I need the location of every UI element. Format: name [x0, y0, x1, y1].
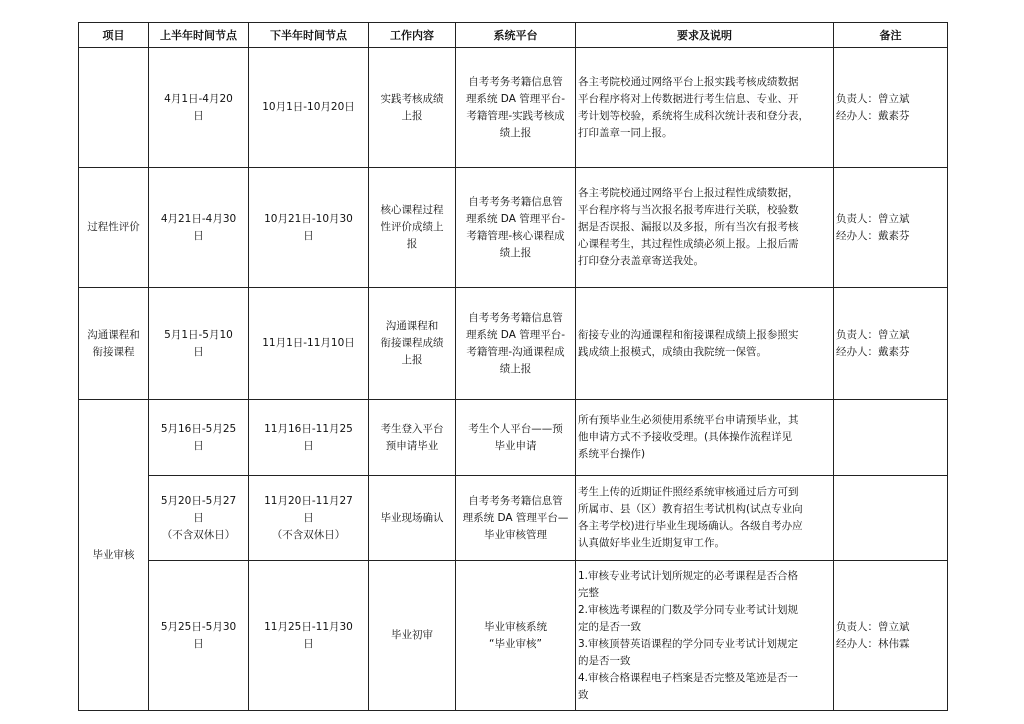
row-notes — [834, 400, 948, 476]
table-row — [79, 48, 948, 168]
row-notes — [834, 476, 948, 561]
table-row — [79, 400, 948, 476]
row-requirements: 考生上传的近期证件照经系统审核通过后方可到 所属市、县（区）教育招生考试机构(试点专业向 各主考学校)进行毕业生现场确认。各级自考办应 认真做好毕业生近期复审工作。 — [576, 476, 834, 561]
row-platform: 自考考务考籍信息管 理系统 DA 管理平台- 考籍管理-核心课程成 绩上报 — [456, 168, 576, 288]
row-work: 实践考核成绩 上报 — [369, 48, 456, 168]
table-header-row — [79, 23, 948, 48]
row-requirements: 所有预毕业生必须使用系统平台申请预毕业，其 他申请方式不予接收受理。(具体操作流程详见 系统平台操作) — [576, 400, 834, 476]
row-item — [79, 48, 149, 168]
row-item: 过程性评价 — [79, 168, 149, 288]
header-work: 工作内容 — [369, 23, 456, 48]
schedule-table — [78, 22, 948, 711]
row-notes: 负责人：曾立斌 经办人：戴素芬 — [834, 48, 948, 168]
row-second-half-date: 11月1日-11月10日 — [249, 288, 369, 400]
row-second-half-date: 11月25日-11月30 日 — [249, 561, 369, 711]
header-first-half: 上半年时间节点 — [149, 23, 249, 48]
row-first-half-date: 5月25日-5月30 日 — [149, 561, 249, 711]
row-work: 核心课程过程 性评价成绩上 报 — [369, 168, 456, 288]
row-notes: 负责人：曾立斌 经办人：戴素芬 — [834, 288, 948, 400]
row-platform: 自考考务考籍信息管 理系统 DA 管理平台— 毕业审核管理 — [456, 476, 576, 561]
header-item: 项目 — [79, 23, 149, 48]
row-platform: 考生个人平台——预 毕业申请 — [456, 400, 576, 476]
header-requirements: 要求及说明 — [576, 23, 834, 48]
row-second-half-date: 10月21日-10月30 日 — [249, 168, 369, 288]
row-requirements: 1.审核专业考试计划所规定的必考课程是否合格 完整 2.审核选考课程的门数及学分同专业考试计划规 定的是否一致 3.审核顶替英语课程的学分同专业考试计划规定 的是否一致 4.审核合格课程电子档案是否完整及笔迹是否一 致 — [576, 561, 834, 711]
header-platform: 系统平台 — [456, 23, 576, 48]
row-platform: 自考考务考籍信息管 理系统 DA 管理平台- 考籍管理-实践考核成 绩上报 — [456, 48, 576, 168]
row-item: 毕业审核 — [79, 400, 149, 711]
table-row — [79, 288, 948, 400]
row-work: 考生登入平台 预申请毕业 — [369, 400, 456, 476]
row-first-half-date: 5月16日-5月25 日 — [149, 400, 249, 476]
header-notes: 备注 — [834, 23, 948, 48]
row-first-half-date: 5月20日-5月27 日 （不含双休日） — [149, 476, 249, 561]
table-row — [79, 168, 948, 288]
row-notes: 负责人：曾立斌 经办人：林伟霖 — [834, 561, 948, 711]
row-first-half-date: 4月1日-4月20 日 — [149, 48, 249, 168]
row-requirements: 各主考院校通过网络平台上报过程性成绩数据， 平台程序将与当次报名报考库进行关联，校验数 据是否误报、漏报以及多报，所有当次有报考核 心课程考生，其过程性成绩必须上报。上报后需 打印登分表盖章寄送我处。 — [576, 168, 834, 288]
table-row — [79, 561, 948, 711]
row-second-half-date: 10月1日-10月20日 — [249, 48, 369, 168]
row-platform: 自考考务考籍信息管 理系统 DA 管理平台- 考籍管理-沟通课程成 绩上报 — [456, 288, 576, 400]
row-work: 毕业初审 — [369, 561, 456, 711]
header-second-half: 下半年时间节点 — [249, 23, 369, 48]
row-platform: 毕业审核系统 “毕业审核” — [456, 561, 576, 711]
row-work: 沟通课程和 衔接课程成绩 上报 — [369, 288, 456, 400]
row-item: 沟通课程和 衔接课程 — [79, 288, 149, 400]
table-row — [79, 476, 948, 561]
row-first-half-date: 4月21日-4月30 日 — [149, 168, 249, 288]
row-requirements: 各主考院校通过网络平台上报实践考核成绩数据 平台程序将对上传数据进行考生信息、专业、开 考计划等校验，系统将生成科次统计表和登分表， 打印盖章一同上报。 — [576, 48, 834, 168]
row-first-half-date: 5月1日-5月10 日 — [149, 288, 249, 400]
row-work: 毕业现场确认 — [369, 476, 456, 561]
row-notes: 负责人：曾立斌 经办人：戴素芬 — [834, 168, 948, 288]
row-second-half-date: 11月20日-11月27 日 （不含双休日） — [249, 476, 369, 561]
row-second-half-date: 11月16日-11月25 日 — [249, 400, 369, 476]
row-requirements: 衔接专业的沟通课程和衔接课程成绩上报参照实 践成绩上报模式，成绩由我院统一保管。 — [576, 288, 834, 400]
